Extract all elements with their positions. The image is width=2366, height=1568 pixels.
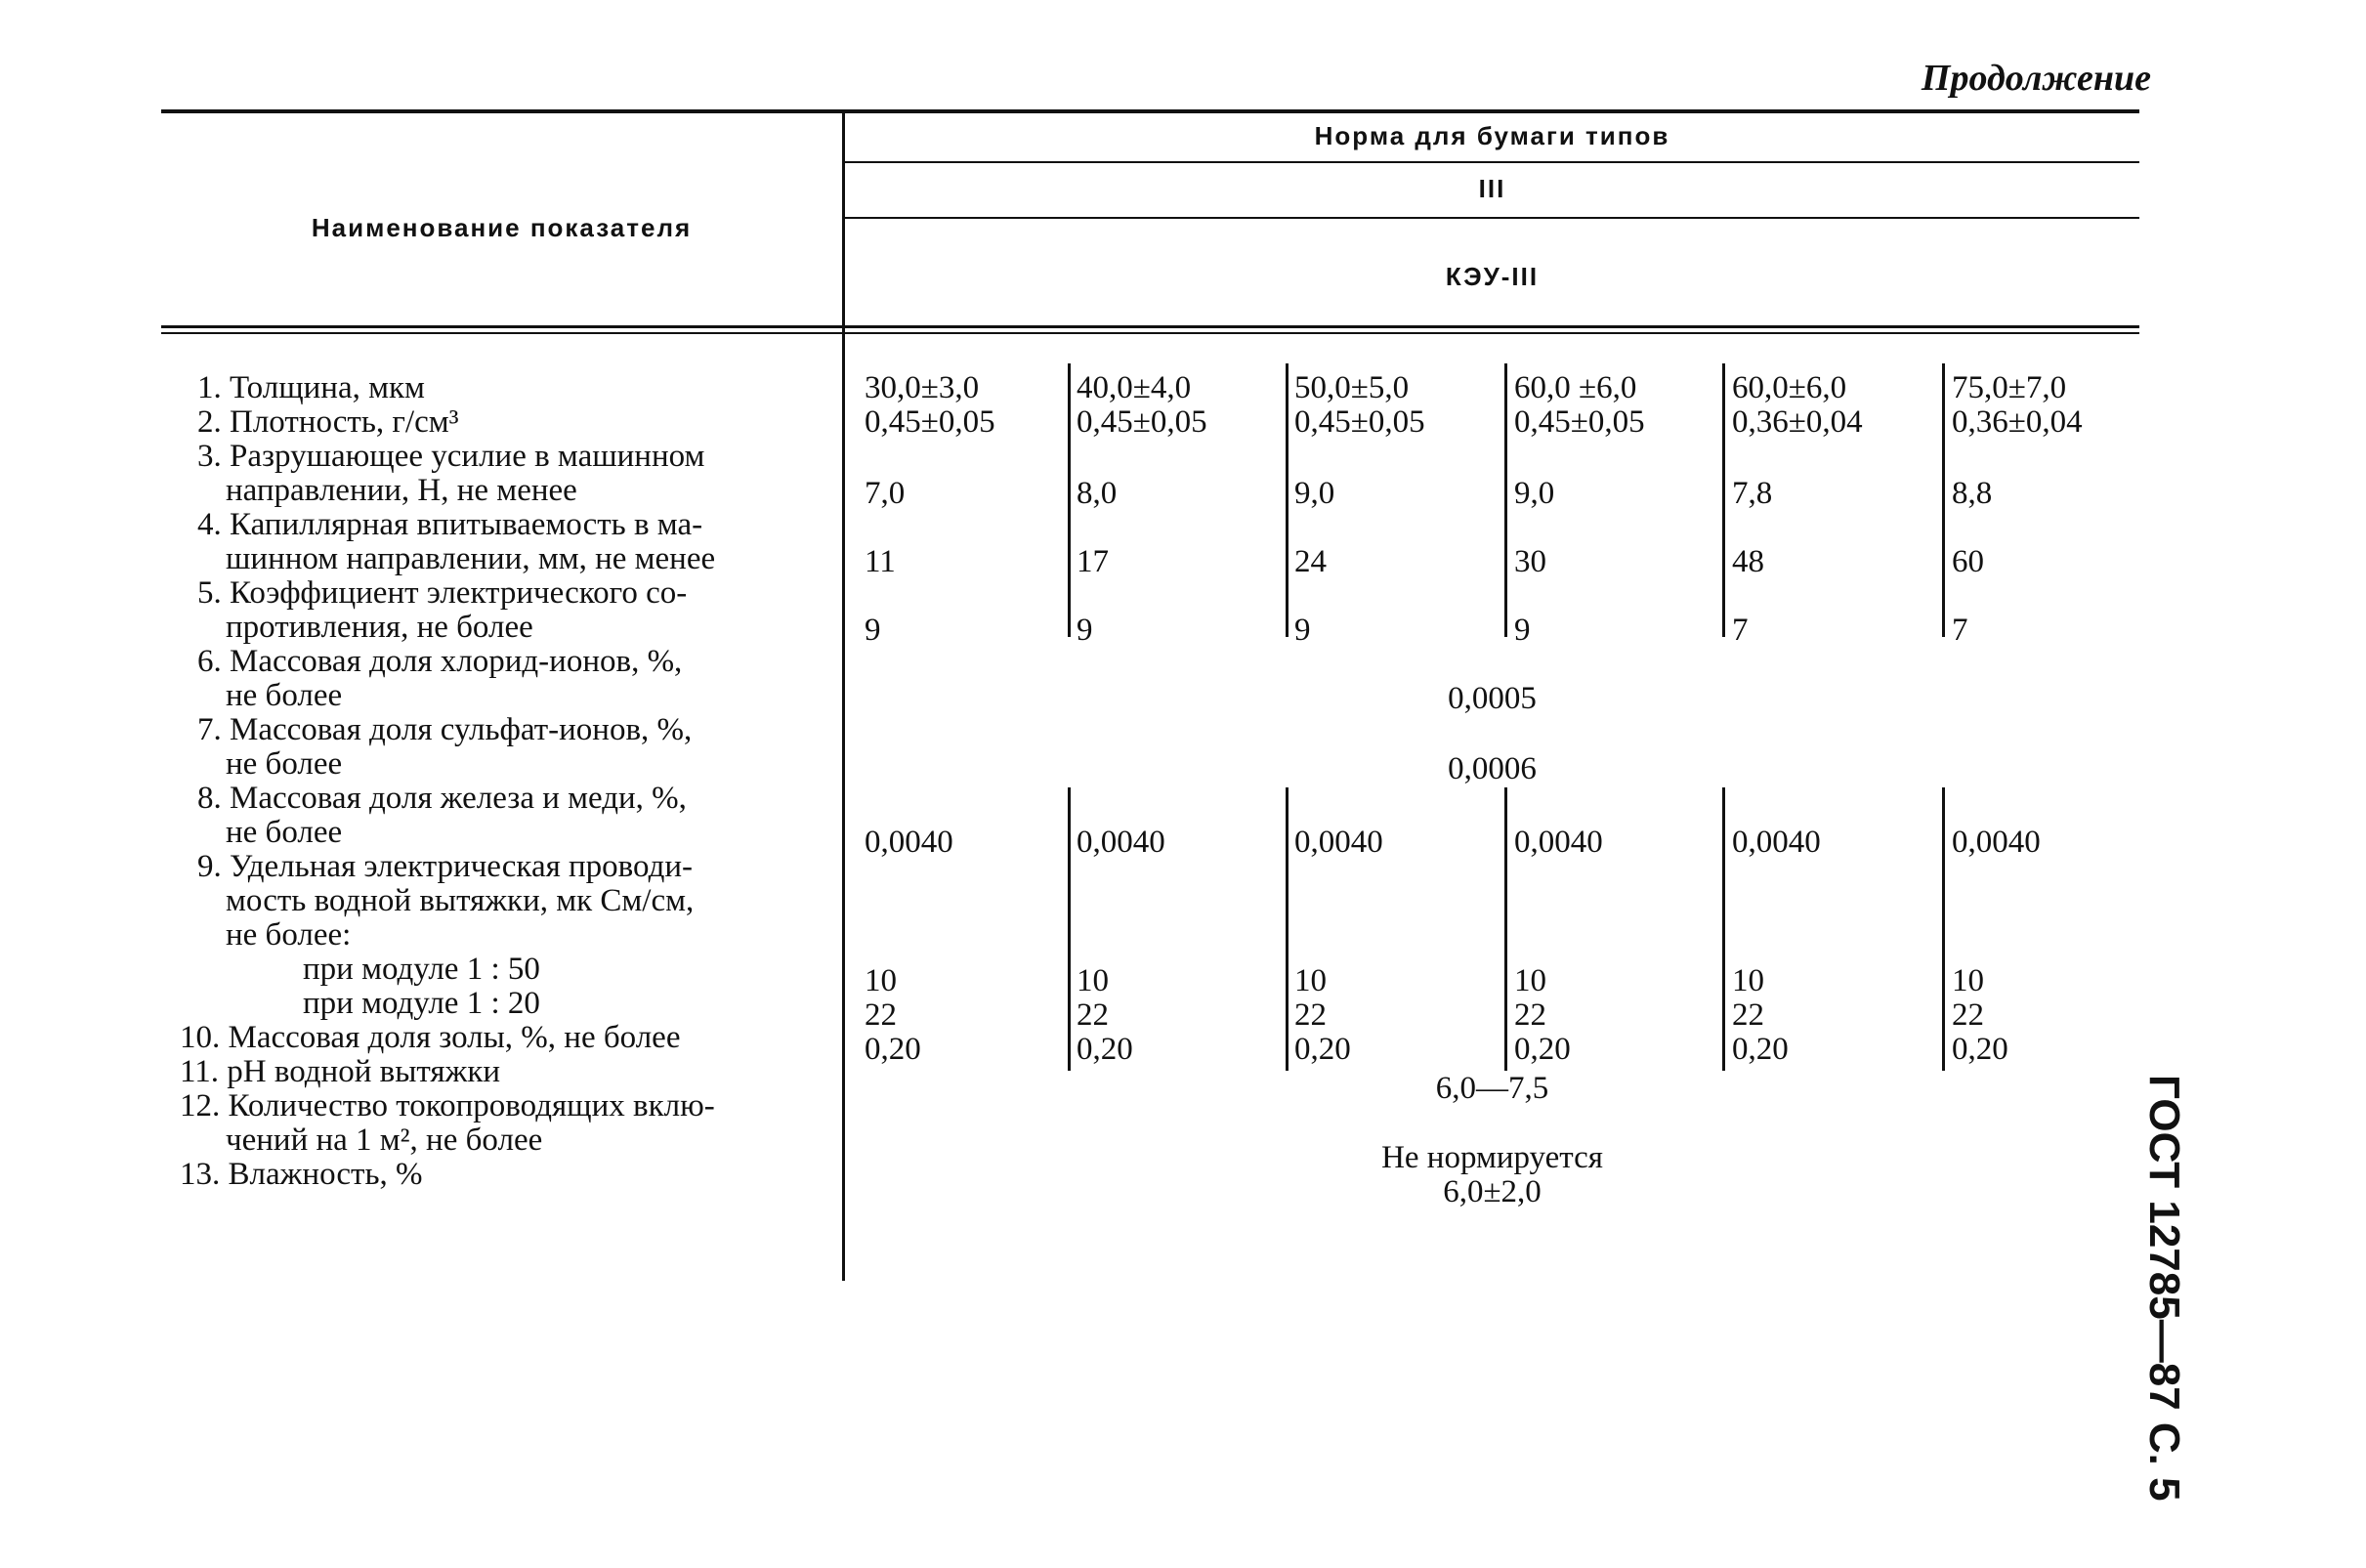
- header-bottom-rule-2: [161, 332, 2139, 334]
- label-strength-2: направлении, Н, не менее: [226, 473, 577, 508]
- value-cond-50-col-3: 10: [1294, 963, 1327, 998]
- value-cond-20-col-5: 22: [1732, 997, 1764, 1033]
- label-capillary-2: шинном направлении, мм, не менее: [226, 541, 716, 576]
- value-ash-col-3: 0,20: [1294, 1032, 1351, 1067]
- label-iron-copper-2: не более: [226, 815, 343, 850]
- value-cond-20-col-4: 22: [1514, 997, 1546, 1033]
- label-humidity: 13. Влажность, %: [180, 1157, 423, 1192]
- value-cond-20-col-1: 22: [865, 997, 897, 1033]
- label-conductivity-1: 9. Удельная электрическая проводи-: [197, 849, 694, 884]
- column-separator-3-2: [1504, 787, 1507, 1071]
- column-separator-5-2: [1942, 787, 1945, 1071]
- label-ash: 10. Массовая доля золы, %, не более: [180, 1020, 681, 1055]
- label-chloride-2: не более: [226, 678, 343, 713]
- value-cond-50-col-4: 10: [1514, 963, 1546, 998]
- label-sulfate-2: не более: [226, 746, 343, 782]
- column-separator-4-2: [1722, 787, 1725, 1071]
- continuation-label: Продолжение: [1921, 58, 2151, 99]
- value-humidity: 6,0±2,0: [1443, 1174, 1542, 1209]
- label-strength-1: 3. Разрушающее усилие в машинном: [197, 439, 705, 474]
- label-inclusions-1: 12. Количество токопроводящих вклю-: [180, 1088, 715, 1123]
- top-rule: [161, 109, 2139, 113]
- value-capillary-col-3: 24: [1294, 544, 1327, 579]
- label-module-50: при модуле 1 : 50: [303, 952, 540, 987]
- value-thickness-col-3: 50,0±5,0: [1294, 370, 1410, 405]
- value-strength-col-6: 8,8: [1952, 476, 1993, 511]
- label-sulfate-1: 7. Массовая доля сульфат-ионов, %,: [197, 712, 693, 747]
- value-cond-20-col-6: 22: [1952, 997, 1984, 1033]
- value-iron-copper-col-2: 0,0040: [1077, 825, 1165, 860]
- value-cond-20-col-2: 22: [1077, 997, 1109, 1033]
- value-density-col-2: 0,45±0,05: [1077, 404, 1207, 440]
- value-cond-50-col-2: 10: [1077, 963, 1109, 998]
- value-iron-copper-col-6: 0,0040: [1952, 825, 2041, 860]
- value-density-col-3: 0,45±0,05: [1294, 404, 1425, 440]
- value-iron-copper-col-5: 0,0040: [1732, 825, 1821, 860]
- value-strength-col-1: 7,0: [865, 476, 906, 511]
- value-ash-col-1: 0,20: [865, 1032, 921, 1067]
- label-module-20: при модуле 1 : 20: [303, 986, 540, 1021]
- value-cond-20-col-3: 22: [1294, 997, 1327, 1033]
- value-thickness-col-4: 60,0 ±6,0: [1514, 370, 1637, 405]
- label-iron-copper-1: 8. Массовая доля железа и меди, %,: [197, 781, 687, 816]
- column-separator-1-1: [1068, 363, 1071, 637]
- label-conductivity-3: не более:: [226, 917, 352, 953]
- value-resistance-col-4: 9: [1514, 613, 1531, 648]
- value-capillary-col-6: 60: [1952, 544, 1984, 579]
- header-norm: Норма для бумаги типов: [1314, 121, 1670, 150]
- value-capillary-col-1: 11: [865, 544, 896, 579]
- value-strength-col-3: 9,0: [1294, 476, 1335, 511]
- value-thickness-col-2: 40,0±4,0: [1077, 370, 1192, 405]
- label-resistance-2: противления, не более: [226, 610, 533, 645]
- column-separator-3-1: [1504, 363, 1507, 637]
- label-density: 2. Плотность, г/см³: [197, 404, 459, 440]
- value-thickness-col-6: 75,0±7,0: [1952, 370, 2067, 405]
- column-separator-2-2: [1286, 787, 1289, 1071]
- header-rule-type: [845, 217, 2139, 219]
- label-resistance-1: 5. Коэффициент электрического со-: [197, 575, 688, 611]
- column-separator-4-1: [1722, 363, 1725, 637]
- value-strength-col-5: 7,8: [1732, 476, 1773, 511]
- value-ash-col-2: 0,20: [1077, 1032, 1133, 1067]
- value-capillary-col-2: 17: [1077, 544, 1109, 579]
- value-inclusions: Не нормируется: [1381, 1140, 1603, 1175]
- value-ash-col-4: 0,20: [1514, 1032, 1571, 1067]
- value-resistance-col-1: 9: [865, 613, 881, 648]
- value-resistance-col-3: 9: [1294, 613, 1311, 648]
- value-cond-50-col-1: 10: [865, 963, 897, 998]
- value-iron-copper-col-1: 0,0040: [865, 825, 953, 860]
- value-ash-col-6: 0,20: [1952, 1032, 2008, 1067]
- header-bottom-rule-1: [161, 325, 2139, 328]
- value-density-col-5: 0,36±0,04: [1732, 404, 1863, 440]
- label-ph: 11. pH водной вытяжки: [180, 1054, 501, 1089]
- header-name-column: Наименование показателя: [311, 213, 693, 242]
- value-strength-col-2: 8,0: [1077, 476, 1118, 511]
- value-capillary-col-5: 48: [1732, 544, 1764, 579]
- header-rule-norm: [845, 161, 2139, 163]
- value-cond-50-col-6: 10: [1952, 963, 1984, 998]
- value-iron-copper-col-3: 0,0040: [1294, 825, 1383, 860]
- value-ash-col-5: 0,20: [1732, 1032, 1789, 1067]
- column-separator-5-1: [1942, 363, 1945, 637]
- value-resistance-col-5: 7: [1732, 613, 1749, 648]
- value-capillary-col-4: 30: [1514, 544, 1546, 579]
- value-density-col-1: 0,45±0,05: [865, 404, 995, 440]
- label-conductivity-2: мость водной вытяжки, мк См/см,: [226, 883, 695, 918]
- header-paper-grade: КЭУ-III: [1445, 262, 1540, 291]
- indicator-labels: [176, 371, 845, 1192]
- column-separator-2-1: [1286, 363, 1289, 637]
- label-inclusions-2: чений на 1 м², не более: [226, 1123, 543, 1158]
- value-thickness-col-5: 60,0±6,0: [1732, 370, 1847, 405]
- label-thickness: 1. Толщина, мкм: [197, 370, 425, 405]
- label-chloride-1: 6. Массовая доля хлорид-ионов, %,: [197, 644, 683, 679]
- value-sulfate: 0,0006: [1448, 751, 1537, 786]
- value-iron-copper-col-4: 0,0040: [1514, 825, 1603, 860]
- standard-page-label: ГОСТ 12785—87 С. 5: [2140, 1075, 2188, 1502]
- value-resistance-col-6: 7: [1952, 613, 1968, 648]
- value-thickness-col-1: 30,0±3,0: [865, 370, 980, 405]
- value-strength-col-4: 9,0: [1514, 476, 1555, 511]
- value-chloride: 0,0005: [1448, 681, 1537, 716]
- column-separator-1-2: [1068, 787, 1071, 1071]
- value-density-col-6: 0,36±0,04: [1952, 404, 2083, 440]
- header-paper-type: III: [1478, 174, 1506, 203]
- value-ph: 6,0—7,5: [1435, 1071, 1549, 1106]
- value-resistance-col-2: 9: [1077, 613, 1093, 648]
- value-density-col-4: 0,45±0,05: [1514, 404, 1645, 440]
- value-cond-50-col-5: 10: [1732, 963, 1764, 998]
- label-capillary-1: 4. Капиллярная впитываемость в ма-: [197, 507, 703, 542]
